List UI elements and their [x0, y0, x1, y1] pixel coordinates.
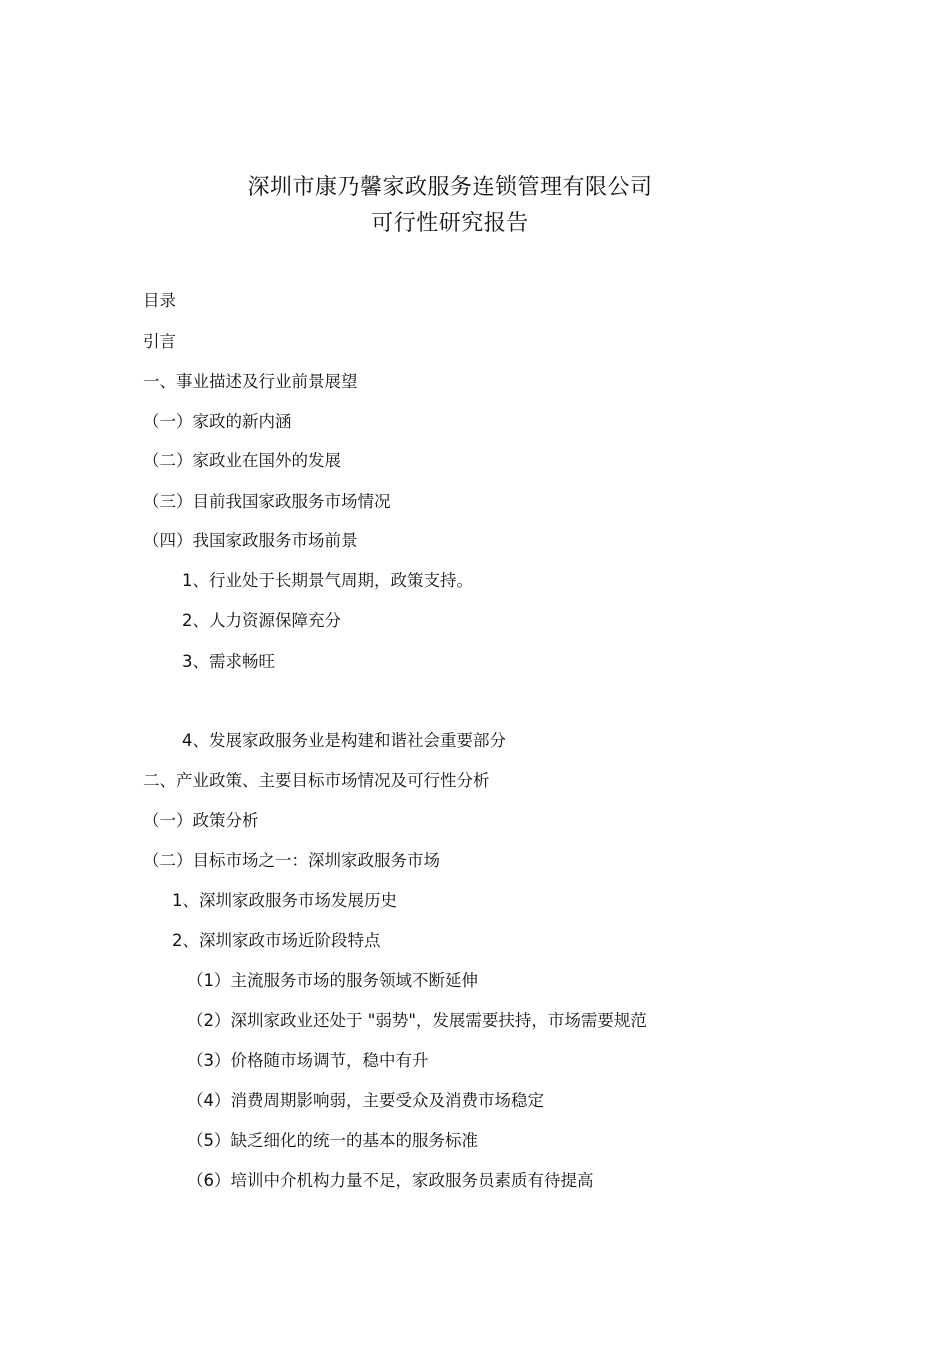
toc-item: （1）主流服务市场的服务领域不断延伸	[187, 971, 478, 990]
toc-item: 引言	[143, 332, 176, 351]
toc-item: 1、深圳家政服务市场发展历史	[172, 891, 397, 910]
toc-item: （3）价格随市场调节，稳中有升	[187, 1051, 429, 1070]
toc-item: （二）家政业在国外的发展	[143, 451, 341, 470]
toc-item: （三）目前我国家政服务市场情况	[143, 492, 391, 511]
toc-item: 3、需求畅旺	[182, 652, 275, 671]
toc-item: 二、产业政策、主要目标市场情况及可行性分析	[143, 771, 490, 790]
toc-item: 2、深圳家政市场近阶段特点	[172, 931, 381, 950]
toc-item: （一）政策分析	[143, 811, 259, 830]
document-subtitle: 可行性研究报告	[371, 211, 529, 236]
toc-item: （6）培训中介机构力量不足，家政服务员素质有待提高	[187, 1171, 594, 1190]
toc-item: （5）缺乏细化的统一的基本的服务标准	[187, 1131, 478, 1150]
toc-item: 4、发展家政服务业是构建和谐社会重要部分	[182, 731, 506, 750]
toc-item: （二）目标市场之一：深圳家政服务市场	[143, 851, 440, 870]
toc-item: 1、行业处于长期景气周期，政策支持。	[182, 571, 473, 590]
toc-item: 目录	[143, 291, 176, 310]
toc-item: （四）我国家政服务市场前景	[143, 531, 358, 550]
toc-item: （2）深圳家政业还处于 "弱势"，发展需要扶持，市场需要规范	[187, 1011, 647, 1030]
document-title: 深圳市康乃馨家政服务连锁管理有限公司	[247, 175, 653, 200]
toc-item: （4）消费周期影响弱，主要受众及消费市场稳定	[187, 1091, 544, 1110]
toc-item: （一）家政的新内涵	[143, 412, 292, 431]
toc-item: 2、人力资源保障充分	[182, 611, 341, 630]
toc-item: 一、事业描述及行业前景展望	[143, 372, 358, 391]
